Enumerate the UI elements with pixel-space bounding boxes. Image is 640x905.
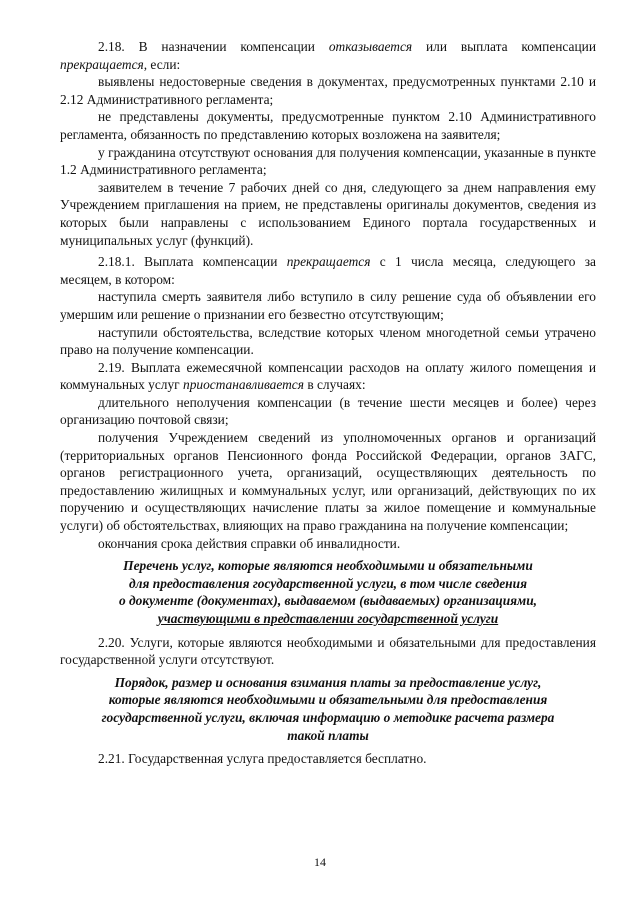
heading-line: государственной услуги, включая информацию о методике расчета размера xyxy=(101,709,555,725)
list-item: заявителем в течение 7 рабочих дней со дня, следующего за днем направления ему Учреждением приглашения на прием, не представлены оригиналы документов, сведения из которых были направлены с использованием Единого портала государственных и муниципальных услуг (функций). xyxy=(60,179,596,248)
paragraph-2-18 xyxy=(60,38,596,73)
heading-line: о документе (документах), выдаваемом (выдаваемых) организациями, xyxy=(118,593,538,609)
list-item: у гражданина отсутствуют основания для получения компенсации, указанные в пункте 1.2 Административного регламента; xyxy=(60,144,596,178)
heading-line: такой платы xyxy=(287,727,369,743)
section-heading-services xyxy=(60,557,596,627)
document-page xyxy=(60,38,596,768)
paragraph-text: или выплата компенсации xyxy=(412,39,596,54)
paragraph-2-21: 2.21. Государственная услуга предоставляется бесплатно. xyxy=(98,751,427,767)
paragraph-text: , если: xyxy=(143,56,181,72)
emphasis-text: отказывается xyxy=(328,39,413,54)
paragraph-text: В назначении компенсации xyxy=(124,39,329,54)
emphasis-text: приостанавливается xyxy=(183,377,304,393)
list-item: наступила смерть заявителя либо вступило в силу решение суда об объявлении его умершим или решение о признании его безвестно отсутствующим; xyxy=(60,289,596,322)
list-item: окончания срока действия справки об инвалидности. xyxy=(98,535,401,551)
paragraph-2-18-1 xyxy=(60,253,596,288)
heading-line: для предоставления государственной услуги, в том числе сведения xyxy=(129,575,527,591)
heading-line: которые являются необходимыми и обязательными для предоставления xyxy=(108,692,548,708)
paragraph-text: 2.18.1. Выплата компенсации xyxy=(98,254,287,270)
heading-line: Порядок, размер и основания взимания платы за предоставление услуг, xyxy=(114,674,542,690)
paragraph-2-20: 2.20. Услуги, которые являются необходимыми и обязательными для предоставления государственной услуги отсутствуют. xyxy=(60,634,596,668)
paragraph-text: 2.19. Выплата ежемесячной компенсации расходов на оплату жилого помещения и коммунальных услуг xyxy=(60,359,596,393)
paragraph-text: с 1 числа месяца, следующего за месяцем, в котором: xyxy=(60,254,596,287)
list-item: наступили обстоятельства, вследствие которых членом многодетной семьи утрачено право на получение компенсации. xyxy=(60,324,596,358)
list-item: получения Учреждением сведений из уполномоченных органов и организаций (территориальных органов Пенсионного фонда Российской Федерации, органов ЗАГС, органов регистрационного учета, организаций, осуществляющих деятельность по предоставлению жилищных и коммунальных услуг, или организаций, действующих по их поручению и осуществляющих начисление платы за жилое помещение и коммунальные услуги) об обстоятельствах, влияющих на право гражданина на получение компенсации; xyxy=(60,430,596,534)
paragraph-2-19 xyxy=(60,359,596,394)
emphasis-text: прекращается xyxy=(60,56,144,72)
list-item: не представлены документы, предусмотренные пунктом 2.10 Административного регламента, обязанность по представлению которых возложена на заявителя; xyxy=(60,109,596,142)
heading-line: участвующими в представлении государственной услуги xyxy=(157,611,499,626)
section-heading-fees xyxy=(60,674,596,744)
emphasis-text: прекращается xyxy=(286,254,371,270)
page-number: 14 xyxy=(314,855,326,869)
paragraph-text: в случаях: xyxy=(303,377,366,393)
paragraph-number: 2.18. xyxy=(98,39,125,54)
list-item: длительного неполучения компенсации (в течение шести месяцев и более) через организацию почтовой связи; xyxy=(60,394,596,428)
list-item: выявлены недостоверные сведения в документах, предусмотренных пунктами 2.10 и 2.12 Административного регламента; xyxy=(60,74,596,107)
heading-line: Перечень услуг, которые являются необходимыми и обязательными xyxy=(123,558,533,574)
